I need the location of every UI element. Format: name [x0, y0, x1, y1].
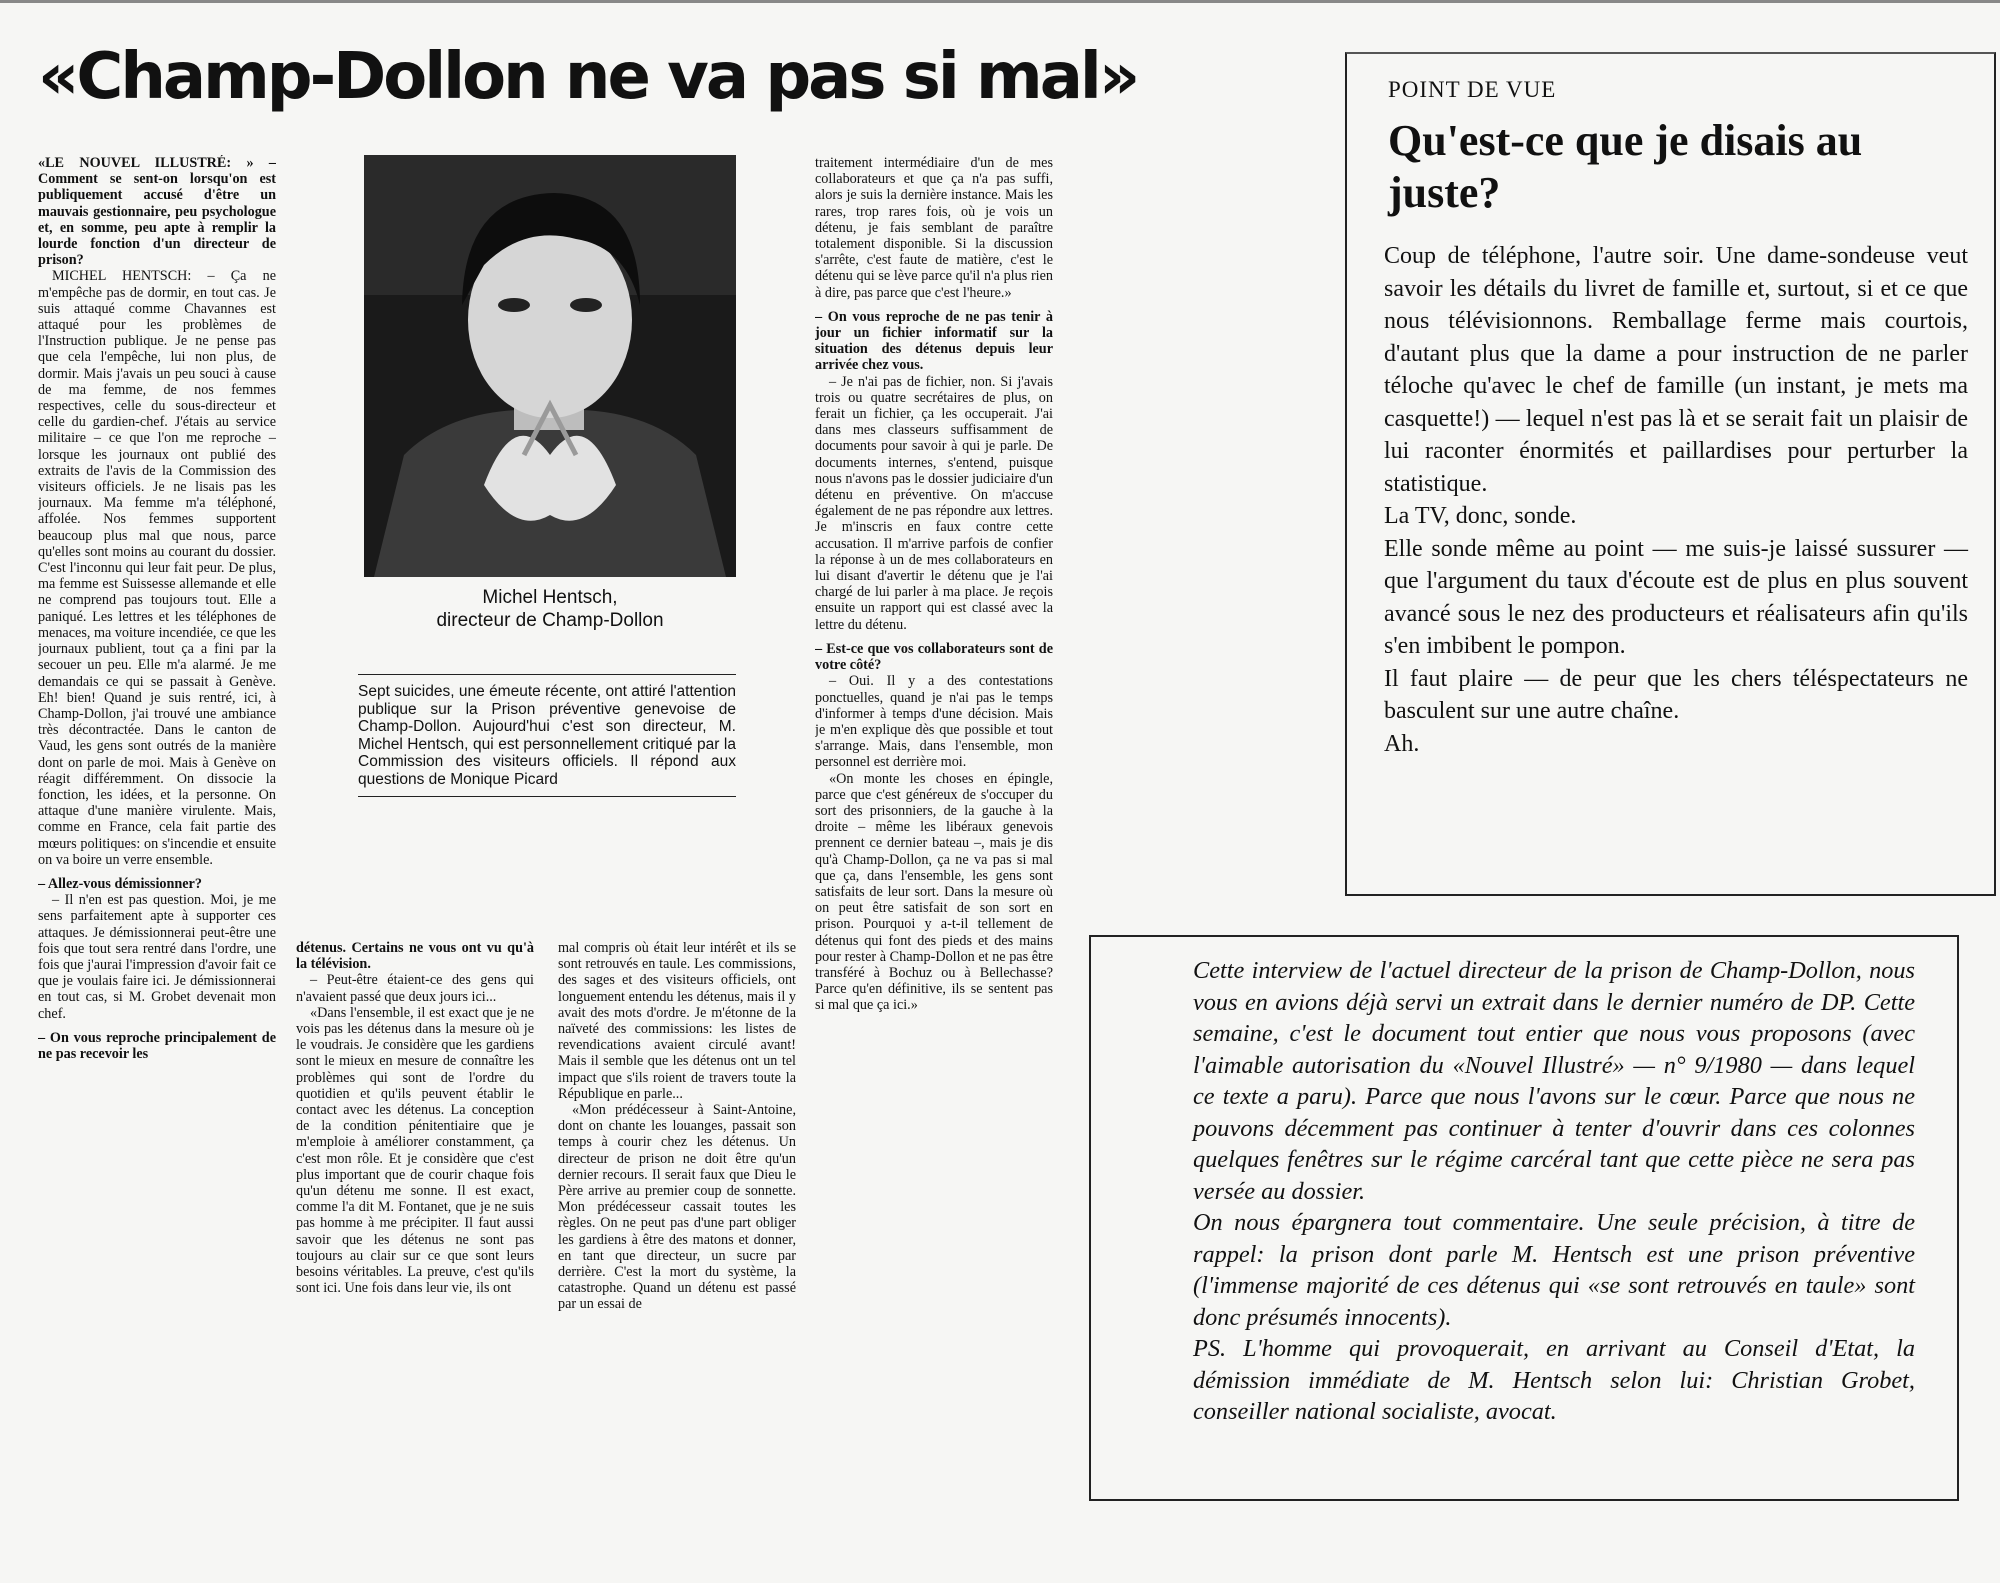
- answer-paragraph: traitement intermédiaire d'un de mes collaborateurs et que ça n'a pas suffi, alors je suis la dernière instance. Mais les rares, trop rares fois, où je vois un détenu, je fais semblant de paraître totalement disponible. Si la discussion s'arrête, c'est faute de matière, c'est le détenu qui se lève parce qu'il n'a plus rien à dire, pas parce que c'est l'heure.»: [815, 155, 1053, 301]
- article-column-3: [558, 940, 796, 1505]
- point-de-vue-paragraph: Il faut plaire — de peur que les chers téléspectateurs ne basculent sur une autre chaîne.: [1384, 665, 1968, 724]
- article-column-4: [815, 155, 1053, 1505]
- answer-paragraph: mal compris où était leur intérêt et ils se sont retrouvés en taule. Les commissions, des sages et des visiteurs officiels, ont longuement entendu les détenus, mais il y avait des mots d'ordre. Je m'étonne de la naïveté des commissions: les listes de revendications avaient circulé avant! Mais il semble que les détenus ont un tel impact que s'ils roient de travers toute la République en parle...: [558, 940, 796, 1102]
- answer-paragraph: MICHEL HENTSCH: – Ça ne m'empêche pas de dormir, en tout cas. Je suis attaqué comme Chavannes est attaqué pour les problèmes de l'Instruction publique. Je ne pense pas que cela l'empêche, lui non plus, de dormir. Mais j'avais un peu souci à cause de ma femme, de nos femmes respectives, celle du sous-directeur et celle du gardien-chef. J'étais au service militaire – ce que l'on me reproche – lorsque les journaux ont publié des extraits de l'avis de la Commission des visiteurs officiels. Je ne lisais pas les journaux. Ma femme m'a téléphoné, affolée. Nos femmes supportent beaucoup plus mal que nous, parce qu'elles sont moins au courant du dossier. C'est l'inconnu qui leur fait peur. De plus, ma femme est Suissesse allemande et elle ne comprend pas toujours tout. Elle a paniqué. Les lettres et les téléphones de menaces, ma voiture incendiée, ce que les journaux publient, tout ça a fini par la secouer un peu. Elle m'a alarmé. Je me demandais ce qui se passait à Genève. Eh! bien! Quand je suis rentré, ici, à Champ-Dollon, j'ai trouvé une ambiance très décontractée. Dans le canton de Vaud, les gens sont outrés de la manière dont on parle de moi. Mais à Genève on réagit différemment. On dissocie la fonction, les idées, et la personne. On attaque d'une manière virulente. Mais, comme en France, cela fait partie des mœurs politiques: on s'incendie et ensuite on va boire un verre ensemble.: [38, 268, 276, 868]
- answer-paragraph: – Je n'ai pas de fichier, non. Si j'avais trois ou quatre secrétaires de plus, on ferait un fichier, ça les occuperait. J'ai dans mes classeurs suffisamment de documents pour savoir à qui je parle. De documents internes, s'entend, puisque nous n'avons pas le dossier judiciaire d'un détenu en préventive. On m'accuse également de ne pas répondre aux lettres. Je m'inscris en faux contre cette accusation. Il m'arrive parfois de confier la réponse à un de mes collaborateurs en lui disant d'avertir le détenu que je l'ai chargé de lui parler à ma place. Je reçois ensuite un rapport qui est classé avec la lettre du détenu.: [815, 373, 1053, 633]
- editorial-paragraph: PS. L'homme qui provoquerait, en arrivant au Conseil d'Etat, la démission immédiate de M. Hentsch selon lui: Christian Grobet, conseiller national socialiste, avocat.: [1193, 1335, 1915, 1425]
- answer-paragraph: – Peut-être étaient-ce des gens qui n'avaient passé que deux jours ici...: [296, 972, 534, 1005]
- article-column-1: [38, 155, 276, 1505]
- photo-caption: [364, 586, 736, 632]
- question-paragraph: «LE NOUVEL ILLUSTRÉ: » – Comment se sent-on lorsqu'on est publiquement accusé d'être un mauvais gestionnaire, peu psychologue et, en somme, peu apte à remplir la lourde fonction d'un directeur de prison?: [38, 155, 276, 269]
- point-de-vue-paragraph: Coup de téléphone, l'autre soir. Une dame-sondeuse veut savoir les détails du livret de famille et, surtout, si et ce que nous télévisionnons. Remballage ferme mais courtois, d'autant plus que la dame a pour instruction de ne parler téloche qu'avec le chef de famille (un instant, je mets ma casquette!) — lequel n'est pas là et se serait fait un plaisir de lui raconter énormités et paillardises pour perturber la statistique.: [1384, 243, 1968, 497]
- point-de-vue-paragraph: La TV, donc, sonde.: [1384, 503, 1577, 529]
- caption-name: Michel Hentsch,: [482, 587, 618, 608]
- caption-role: directeur de Champ-Dollon: [436, 610, 664, 631]
- page-top-rule: [0, 0, 2000, 3]
- answer-paragraph: «On monte les choses en épingle, parce que c'est généreux de s'occuper du sort des prisonniers, de la gauche à la droite – même les libéraux genevois prennent ce dernier bateau –, mais je dis qu'à Champ-Dollon, ça ne va pas si mal que ça, dans l'ensemble, les gens sont satisfaits de leur sort. Dans la mesure où on peut être satisfait de son sort en prison. Pourquoi y a-t-il tellement de détenus qui font des pieds et des mains pour rester à Champ-Dollon et ne pas être transféré à Bochuz ou à Bellechasse? Parce qu'en définitive, ils se sentent pas si mal que ça ici.»: [815, 770, 1053, 1014]
- editorial-paragraph: On nous épargnera tout commentaire. Une seule précision, à titre de rappel: la prison dont parle M. Hentsch est une prison préventive (l'immense majorité de ces détenus qui «se sont retrouvés en taule» sont donc présumés innocents).: [1193, 1209, 1915, 1331]
- answer-paragraph: «Dans l'ensemble, il est exact que je ne vois pas les détenus dans la mesure où je le voudrais. Je considère que les gardiens sont le mieux en mesure de connaître les problèmes qui sont de l'ordre du quotidien et qu'ils peuvent établir le contact avec les détenus. La conception de la condition pénitentiaire que je m'emploie à améliorer constamment, ça c'est mon rôle. Et je considère que c'est plus important que de courir chaque fois qu'un détenu me sonne. Il est exact, comme l'a dit M. Fontanet, que je ne suis pas homme à me précipiter. Il faut aussi savoir que les détenus ne sont pas toujours au clair sur ce que sont leurs besoins véritables. La preuve, c'est qu'ils sont ici. Une fois dans leur vie, ils ont: [296, 1004, 534, 1297]
- point-de-vue-title: Qu'est-ce que je disais au juste?: [1388, 116, 1863, 217]
- article-column-2: [296, 940, 534, 1505]
- editorial-note-body: [1193, 955, 1915, 1428]
- portrait-photo: [364, 155, 736, 577]
- question-paragraph: – On vous reproche principalement de ne pas recevoir les: [38, 1029, 276, 1062]
- article-headline: «Champ-Dollon ne va pas si mal»: [38, 40, 1138, 114]
- point-de-vue-paragraph: Elle sonde même au point — me suis-je laissé sussurer — que l'argument du taux d'écoute est de plus en plus souvent avancé sous le nez des producteurs et réalisateurs afin qu'ils s'en imbibent le pompon.: [1384, 535, 1968, 659]
- editorial-paragraph: Cette interview de l'actuel directeur de la prison de Champ-Dollon, nous vous en avions déjà servi un extrait dans le dernier numéro de DP. Cette semaine, c'est le document tout entier que nous vous proposons (avec l'aimable autorisation du «Nouvel Illustré» — n° 9/1980 — dans lequel ce texte a paru). Parce que nous l'avons sur le cœur. Parce que nous ne pouvons décemment pas continuer à tenter d'ouvrir dans ces colonnes quelques fenêtres sur le régime carcéral tant que cette pièce ne sera pas versée au dossier.: [1193, 957, 1915, 1205]
- question-paragraph: détenus. Certains ne vous ont vu qu'à la télévision.: [296, 940, 534, 973]
- answer-paragraph: – Oui. Il y a des contestations ponctuelles, quand je n'ai pas le temps d'informer à temps d'une décision. Mais je m'en explique dès que possible et tout s'arrange. Mais, dans l'ensemble, mon personnel est derrière moi.: [815, 673, 1053, 771]
- point-de-vue-paragraph: Ah.: [1384, 730, 1420, 757]
- question-paragraph: – Allez-vous démissionner?: [38, 875, 202, 892]
- answer-paragraph: – Il n'en est pas question. Moi, je me sens parfaitement apte à supporter ces attaques. Je démissionnerai peut-être une fois que tout sera rentré dans l'ordre, une fois que j'aurai l'impression d'avoir fait ce que je voulais faire ici. Je démissionnerai en tout cas, si M. Grobet devenait mon chef.: [38, 892, 276, 1022]
- question-paragraph: – Est-ce que vos collaborateurs sont de votre côté?: [815, 640, 1053, 674]
- answer-paragraph: «Mon prédécesseur à Saint-Antoine, dont on chante les louanges, passait son temps à courir chez les détenus. Un directeur de prison ne doit être qu'un dernier recours. Il serait faux que Dieu le Père arrive au premier coup de sonnette. Mon prédécesseur cassait toutes les règles. On ne peut pas d'une part obliger les gardiens à être des matons et donner, en tant que directeur, un sucre par derrière. C'est la mort du système, la catastrophe. Quand un détenu est passé par un essai de: [558, 1102, 796, 1313]
- point-de-vue-body: [1384, 240, 1968, 760]
- point-de-vue-label: POINT DE VUE: [1388, 77, 1557, 102]
- question-paragraph: – On vous reproche de ne pas tenir à jour un fichier informatif sur la situation des détenus depuis leur arrivée chez vous.: [815, 308, 1053, 374]
- portrait-illustration: [364, 155, 736, 577]
- article-intro: Sept suicides, une émeute récente, ont attiré l'attention publique sur la Prison préventive genevoise de Champ-Dollon. Aujourd'hui c'est son directeur, M. Michel Hentsch, qui est personnellement critiqué par la Commission des visiteurs officiels. Il répond aux questions de Monique Picard: [358, 674, 736, 797]
